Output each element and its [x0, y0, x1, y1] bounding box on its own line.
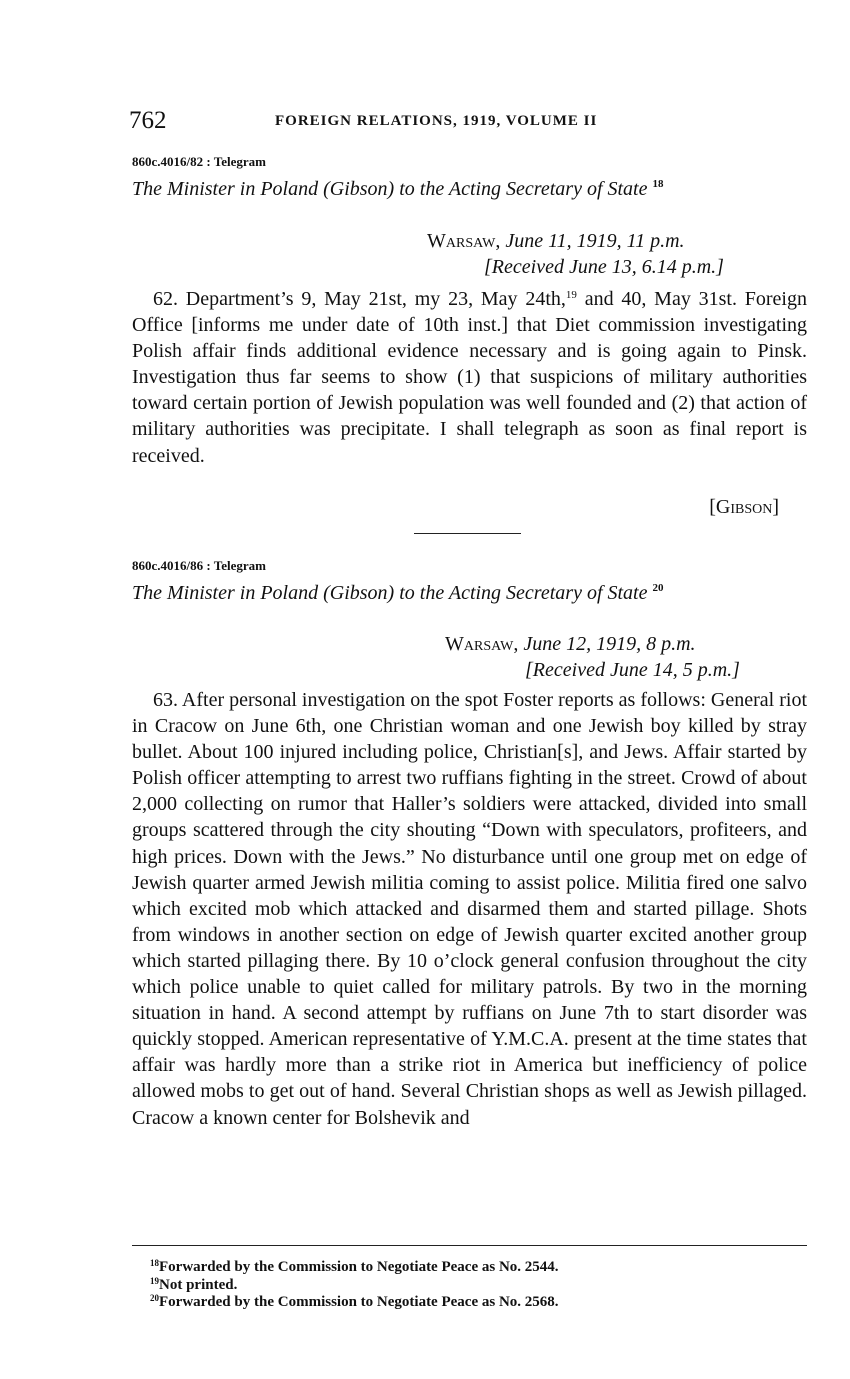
dateline	[445, 633, 696, 656]
section-divider	[414, 533, 521, 534]
received-line: [Received June 13, 6.14 p.m.]	[484, 256, 724, 278]
dateline-date: June 11, 1919, 11 p.m.	[505, 230, 685, 252]
dateline-date: June 12, 1919, 8 p.m.	[523, 633, 696, 655]
file-number: 860c.4016/82 : Telegram	[132, 154, 266, 169]
received-line: [Received June 14, 5 p.m.]	[525, 659, 740, 681]
telegram-paragraph: 63. After personal investigation on the spot Foster reports as follows: General riot in Cracow on June 6th, one Christian woman and one Jewish boy killed by stray bullet. About 100 injured including police, Christian[s], and Jews. Affair started by Polish officer attempting to arrest two ruffians fighting in the street. Crowd of about 2,000 collecting on rumor that Haller’s soldiers were attacked, divided into small groups scattered through the city shouting “Down with speculators, profiteers, and high prices. Down with the Jews.” No disturbance until one group met on edge of Jewish quarter armed Jewish militia coming to assist police. Militia fired one salvo which excited mob which attacked and disarmed them and started pillage. Shots from windows in another section on edge of Jewish quarter excited another group which started pillaging there. By 10 o’clock general confusion throughout the city which police unable to quiet called for military patrols. By two in the morning situation in hand. A second attempt by ruffians on June 7th to start disorder was quickly stopped. American representative of Y.M.C.A. present at the time states that affair was hardly more than a strike riot in America but inefficiency of police allowed mobs to get out of hand. Several Christian shops as well as Jewish pillaged. Cracow a known center for Bolshevik and	[132, 689, 807, 1129]
footnote-ref: 18	[652, 178, 664, 190]
running-head: FOREIGN RELATIONS, 1919, VOLUME II	[275, 113, 598, 129]
footnotes	[150, 1259, 559, 1312]
footnote-item: $^{20}$Forwarded by the Commission to Negotiate Peace as No. 2568.	[150, 1293, 559, 1310]
document-title: The Minister in Poland (Gibson) to the Acting Secretary of State $^{18}$	[132, 178, 664, 200]
document-title: The Minister in Poland (Gibson) to the Acting Secretary of State $^{20}$	[132, 582, 664, 604]
page-number: 762	[129, 107, 167, 134]
footnote-item: $^{19}$Not printed.	[150, 1275, 238, 1293]
dateline-place: Warsaw,	[445, 633, 519, 655]
signature: [Gibson]	[709, 496, 779, 518]
footnote-ref: 19	[565, 289, 577, 301]
footnote-item: $^{18}$Forwarded by the Commission to Negotiate Peace as No. 2544.	[150, 1258, 559, 1275]
page-header	[129, 107, 807, 137]
dateline-place: Warsaw,	[427, 230, 501, 252]
file-number: 860c.4016/86 : Telegram	[132, 558, 266, 573]
telegram-paragraph: 62. Department’s 9, May 21st, my 23, May 24th,$^{19}$ and 40, May 31st. Foreign Office [informs me under date of 10th inst.] that Diet commission investigating Polish affair finds additional evidence necessary and is going again to Pinsk. Investigation thus far seems to show (1) that suspicions of military authorities toward certain portion of Jewish population was well founded and (2) that action of military authorities was precipitate. I shall telegraph as soon as final report is received.	[132, 288, 807, 467]
footnote-ref: 20	[652, 582, 664, 594]
dateline	[427, 230, 685, 253]
footnote-rule	[132, 1245, 807, 1246]
